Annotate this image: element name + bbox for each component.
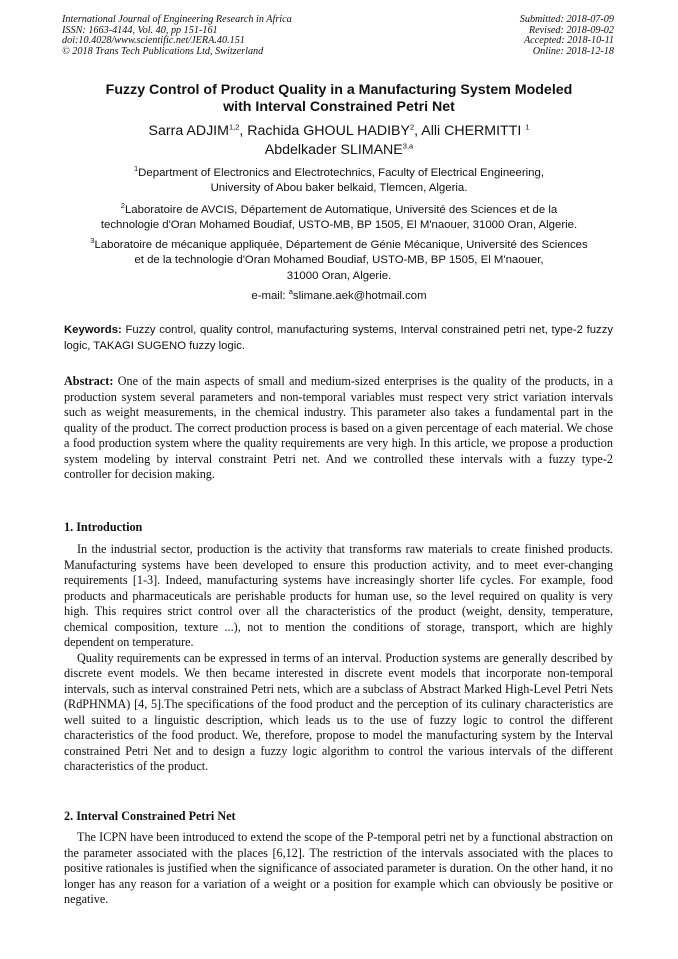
authors-line-1 [40, 122, 638, 141]
affiliation-3 [40, 238, 638, 284]
contact-email [40, 289, 638, 304]
email-prefix: e-mail: [251, 290, 289, 302]
paragraph: The ICPN have been introduced to extend the scope of the P-temporal petri net by a functional abstraction on the parameter associated with the places [6,12]. The restriction of the intervals associated with the places to positive rationales is justified when the significance of associated parameter is duration. On the other hand, it no longer has any reason for a variation of a weight or a position for example which can obviously be positive or negative. [64, 830, 613, 906]
affiliation-text: Department of Electronics and Electrotechnics, Faculty of Electrical Engineering, [138, 167, 544, 179]
abstract-text: One of the main aspects of small and medium-sized enterprises is the quality of the products, in a production system several parameters and non-temporal variables must respect very strict variation intervals such as weight measurements, in the chemical industry. This parameter also takes a fundamental part in the quality of the product. The correct production process is based on a given percentage of each material. We chose a food production system where the quality requirements are very high. In this article, we propose a production system modeling by interval constraint Petri net. And we controlled these intervals with a fuzzy type-2 controller for decision making. [64, 374, 613, 481]
paragraph: In the industrial sector, production is the activity that transforms raw materials to create finished products. Manufacturing systems have been developed to ensure this production activity, and to meet ever-changing requirements [1-3]. Indeed, manufacturing systems have increasingly shorter life cycles. For example, food products and pharmaceuticals are perishable products for human use, so the level required on quality is very high. This requires strict control over all the characteristics of the product (weight, density, temperature, chemical composition, texture ...), not to mention the conditions of storage, transport, which are highly dependent on temperature. [64, 542, 613, 649]
affiliation-text: 31000 Oran, Algerie. [286, 269, 392, 282]
section-heading-introduction: 1. Introduction [64, 520, 143, 534]
paper-title [50, 82, 628, 116]
author-name: , Alli CHERMITTI [414, 123, 526, 139]
author-sup: 3,a [402, 141, 414, 151]
author-list [40, 122, 638, 160]
affiliation-sup: 2 [120, 201, 125, 211]
author-sup: 2 [409, 122, 415, 132]
affiliation-text: et de la technologie d'Oran Mohamed Boudiaf, USTO-MB, BP 1505, El M'naouer, [134, 254, 544, 267]
abstract [64, 374, 613, 483]
keywords-label: Keywords: [64, 324, 122, 336]
date-accepted: Accepted: 2018-10-11 [523, 35, 614, 47]
section-heading-icpn: 2. Interval Constrained Petri Net [64, 809, 236, 823]
affiliation-line [40, 166, 638, 181]
affiliation-text: technologie d'Oran Mohamed Boudiaf, USTO-MB, BP 1505, El M'naouer, 31000 Oran, Algerie. [100, 219, 578, 232]
affiliation-text: University of Abou baker belkaid, Tlemcen, Algeria. [210, 182, 468, 195]
abstract-label: Abstract: [64, 374, 114, 388]
author-name: Abdelkader SLIMANE [264, 142, 403, 158]
affiliation-text: Laboratoire de mécanique appliquée, Département de Génie Mécanique, Université des Sciences [94, 239, 588, 251]
email-sup: a [288, 287, 293, 297]
title-line-2: with Interval Constrained Petri Net [223, 99, 455, 115]
icpn-body [64, 830, 613, 908]
date-submitted: Submitted: 2018-07-09 [519, 14, 614, 25]
affiliation-line [40, 203, 638, 218]
affiliation-2 [40, 203, 638, 234]
journal-name: International Journal of Engineering Research in Africa [62, 14, 292, 25]
journal-copyright: © 2018 Trans Tech Publications Ltd, Switzerland [62, 45, 264, 57]
authors-line-2 [40, 141, 638, 160]
journal-info [62, 15, 292, 57]
keywords-text: Fuzzy control, quality control, manufacturing systems, Interval constrained petri net, type-2 fuzzy logic, TAKAGI SUGENO fuzzy logic. [64, 324, 613, 352]
title-line-1: Fuzzy Control of Product Quality in a Manufacturing System Modeled [105, 82, 573, 98]
affiliation-line [40, 238, 638, 253]
keywords [64, 323, 613, 354]
email-address[interactable]: slimane.aek@hotmail.com [292, 290, 427, 302]
paragraph: Quality requirements can be expressed in terms of an interval. Production systems are generally described by discrete event models. We then became interested in discrete event models that incorporate non-temporal intervals, such as interval constrained Petri nets, which are a subclass of Abstract Marked High-Level Petri Nets (RdPHNMA) [4, 5].The specifications of the food product and the perception of its culinary characteristics are well suited to a linguistic description, which leads us to the use of fuzzy logic to control the different characteristics of the food product. We, therefore, propose to model the manufacturing system by the Interval constrained Petri Net and to design a fuzzy logic algorithm to control the various intervals of the different characteristics of the product. [64, 650, 613, 773]
affiliation-sup: 3 [90, 236, 95, 246]
affiliation-1 [40, 166, 638, 197]
journal-issn: ISSN: 1663-4144, Vol. 40, pp 151-161 [62, 24, 218, 36]
date-online: Online: 2018-12-18 [532, 45, 614, 57]
affiliation-text: Laboratoire de AVCIS, Département de Automatique, Université des Sciences et de la [124, 204, 558, 216]
journal-doi: doi:10.4028/www.scientific.net/JERA.40.151 [62, 35, 245, 47]
author-sup: 1,2 [228, 122, 240, 132]
submission-dates [520, 15, 614, 57]
introduction-body [64, 542, 613, 775]
author-name: Sarra ADJIM [148, 123, 229, 139]
affiliation-sup: 1 [134, 164, 139, 174]
author-name: , Rachida GHOUL HADIBY [239, 123, 410, 139]
author-sup: 1 [525, 122, 530, 132]
date-revised: Revised: 2018-09-02 [528, 24, 614, 36]
